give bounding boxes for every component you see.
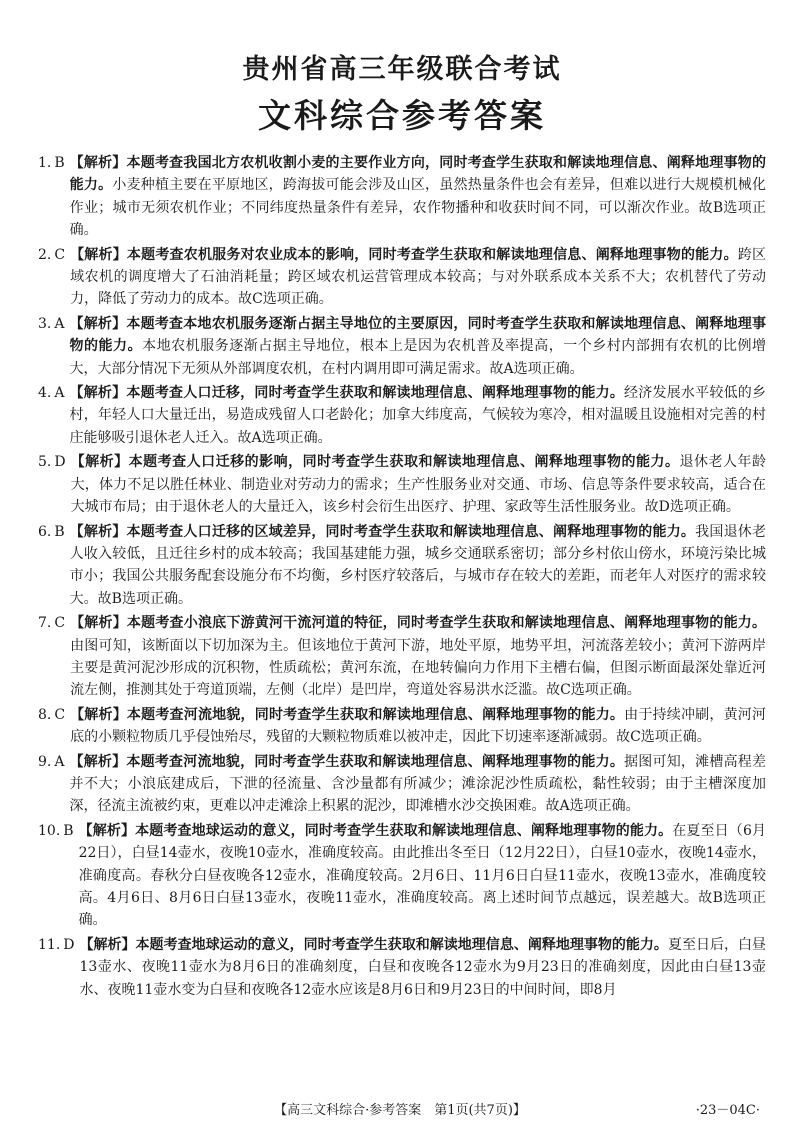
explanation-lead: 本题考查人口迁移，同时考查学生获取和解读地理信息、阐释地理事物的能力。 [126, 385, 625, 402]
analysis-tag: 【解析】 [70, 246, 127, 263]
analysis-tag: 【解析】 [78, 822, 136, 839]
answer-item [38, 313, 766, 380]
answer-choice: A [54, 753, 65, 770]
page-subtitle: 文科综合参考答案 [258, 96, 546, 135]
question-number: 1. [38, 155, 52, 171]
explanation-text [70, 244, 766, 311]
footer-exam-code: ·23－04C· [695, 1103, 760, 1118]
answer-choice: D [54, 454, 66, 471]
explanation-lead: 本题考查小浪底下游黄河干流河道的特征，同时考查学生获取和解读地理信息、阐释地理事物的能力。 [126, 615, 766, 632]
explanation-lead: 本题考查河流地貌，同时考查学生获取和解读地理信息、阐释地理事物的能力。 [126, 753, 625, 770]
analysis-tag: 【解析】 [79, 936, 136, 953]
analysis-tag: 【解析】 [70, 454, 129, 471]
answer-choice: C [54, 706, 66, 723]
explanation-detail: 经济发展水平较低的乡村，年轻人口大量迁出，易造成残留人口老龄化；加拿大纬度高，气候较为寒冷，相对温暖且设施相对完善的村庄能够吸引退休老人迁入。故A选项正确。 [69, 385, 767, 446]
footer-page-info: 【高三文科综合·参考答案 第1页(共7页)】 [274, 1103, 526, 1118]
answer-choice: B [54, 523, 65, 540]
answer-item [38, 934, 766, 1001]
explanation-text [69, 751, 766, 818]
answer-choice: C [54, 615, 66, 632]
explanation-text [71, 451, 766, 518]
answer-choice: C [54, 246, 66, 263]
explanation-detail: 夏至日后，白昼13壶水、夜晚11壶水为8月6日的准确刻度，白昼和夜晚各12壶水为9月23日的准确刻度，因此由白昼13壶水、夜晚11壶水变为白昼和夜晚各12壶水应该是8月6日和9月23日的中间时间，即8月 [79, 936, 767, 998]
explanation-lead: 本题考查农机服务对农业成本的影响，同时考查学生获取和解读地理信息、阐释地理事物的能力。 [126, 246, 738, 263]
page-footer [0, 1100, 800, 1122]
answer-item [38, 612, 766, 702]
analysis-tag: 【解析】 [69, 523, 127, 540]
explanation-text [69, 313, 766, 380]
answer-choice: B [54, 155, 65, 171]
answer-item [38, 751, 766, 818]
explanation-lead: 本题考查人口迁移的区域差异，同时考查学生获取和解读地理信息、阐释地理事物的能力。 [126, 523, 696, 540]
explanation-text [70, 612, 766, 702]
explanation-detail: 小麦种植主要在平原地区，跨海拔可能会涉及山区，虽然热量条件也会有差异，但难以进行大规模机械化作业；城市无须农机作业；不同纬度热量条件有差异，农作物播种和收获时间不同，可以渐次作业。故B选项正确。 [69, 177, 767, 239]
explanation-lead: 本题考查地球运动的意义，同时考查学生获取和解读地理信息、阐释地理事物的能力。 [135, 936, 668, 953]
explanation-lead: 本题考查地球运动的意义，同时考查学生获取和解读地理信息、阐释地理事物的能力。 [135, 822, 673, 839]
answer-list [38, 152, 766, 1001]
analysis-tag: 【解析】 [69, 753, 127, 770]
answer-item [38, 820, 766, 932]
explanation-detail: 由图可知，该断面以下切加深为主。但该地位于黄河下游，地处平原，地势平坦，河流落差较小；黄河下游两岸主要是黄河泥沙形成的沉积物，性质疏松；黄河东流，在地转偏向力作用下主槽右偏，但图示断面最深处靠近河流左侧，推测其处于弯道顶端，左侧（北岸）是凹岸，弯道处容易洪水泛滥。故C选项正确。 [70, 637, 766, 699]
answer-choice: A [54, 315, 65, 332]
question-number: 7. [38, 615, 52, 632]
explanation-detail: 我国退休老人收入较低，且迁往乡村的成本较高；我国基建能力强，城乡交通联系密切；部分乡村依山傍水，环境污染比城市小；我国公共服务配套设施分布不均衡，乡村医疗较落后，与城市存在较大的差距，而老年人对医疗的需求较大。故B选项正确。 [69, 523, 767, 607]
analysis-tag: 【解析】 [70, 706, 127, 723]
question-number: 9. [38, 753, 52, 770]
question-number: 4. [38, 385, 52, 402]
explanation-lead: 本题考查河流地貌，同时考查学生获取和解读地理信息、阐释地理事物的能力。 [126, 706, 625, 723]
explanation-lead: 本题考查我国北方农机收割小麦的主要作业方向，同时考查学生获取和解读地理信息、阐释地理事物的能力。 [69, 155, 767, 194]
question-number: 8. [38, 706, 52, 723]
question-number: 10. [38, 822, 61, 839]
answer-item [38, 244, 766, 311]
answer-item [38, 382, 766, 449]
explanation-text [70, 152, 766, 242]
question-number: 5. [38, 454, 52, 471]
analysis-tag: 【解析】 [69, 385, 127, 402]
explanation-detail: 据图可知，滩槽高程差并不大；小浪底建成后，下泄的径流量、含沙量都有所减少；滩涂泥沙性质疏松，黏性较弱；由于主槽深度加深，径流主流被约束，更难以冲走滩涂上积累的泥沙，即滩槽水沙交换困难。故A选项正确。 [69, 753, 767, 815]
answer-choice: B [63, 822, 74, 839]
question-number: 6. [38, 523, 52, 540]
explanation-detail: 由于持续冲刷，黄河河底的小颗粒物质几乎侵蚀殆尽，残留的大颗粒物质难以被冲走，因此下切速率逐渐减弱。故C选项正确。 [70, 706, 767, 746]
answer-choice: D [63, 936, 75, 953]
question-number: 3. [38, 315, 52, 332]
explanation-detail: 跨区域农机的调度增大了石油消耗量；跨区域农机运营管理成本较高；与对外联系成本关系不大；农机替代了劳动力，降低了劳动力的成本。故C选项正确。 [70, 246, 767, 308]
question-number: 11. [38, 936, 61, 953]
explanation-lead: 本题考查本地农机服务逐渐占据主导地位的主要原因，同时考查学生获取和解读地理信息、阐释地理事物的能力。 [69, 315, 767, 355]
answer-item [38, 704, 766, 749]
explanation-text [80, 934, 767, 1001]
answer-item [38, 521, 766, 611]
question-number: 2. [38, 246, 52, 263]
analysis-tag: 【解析】 [69, 315, 127, 332]
explanation-text [70, 704, 766, 749]
answer-item [38, 451, 766, 518]
explanation-text [79, 820, 766, 932]
analysis-tag: 【解析】 [69, 155, 127, 171]
page-title: 贵州省高三年级联合考试 [242, 54, 562, 85]
answer-choice: A [54, 385, 65, 402]
explanation-detail: 本地农机服务逐渐占据主导地位，根本上是因为农机普及率提高，一个乡村内部拥有农机的比例增大，大部分情况下无须从外部调度农机，在村内调用即可满足需求。故A选项正确。 [69, 338, 766, 377]
explanation-text [70, 521, 766, 611]
explanation-detail: 退休老人年龄大，体力不足以胜任林业、制造业对劳动力的需求；生产性服务业对交通、市场、信息等条件要求较高，适合在大城市布局；由于退休老人的大量迁入，该乡村会衍生出医疗、护理、家政等生活性服务业。故D选项正确。 [70, 454, 767, 516]
explanation-lead: 本题考查人口迁移的影响，同时考查学生获取和解读地理信息、阐释地理事物的能力。 [128, 454, 680, 471]
answer-item [38, 152, 766, 242]
analysis-tag: 【解析】 [70, 615, 127, 632]
explanation-text [69, 382, 766, 449]
explanation-detail: 在夏至日（6月22日），白昼14壶水，夜晚10壶水，准确度较高。由此推出冬至日（12月22日），白昼10壶水，夜晚14壶水，准确度高。春秋分白昼夜晚各12壶水，准确度较高。2月6日、11月6日白昼11壶水，夜晚13壶水，准确度较高。4月6日、8月6日白昼13壶水，夜晚11壶水，准确度较高。离上述时间节点越远，误差越大。故B选项正确。 [78, 822, 766, 929]
